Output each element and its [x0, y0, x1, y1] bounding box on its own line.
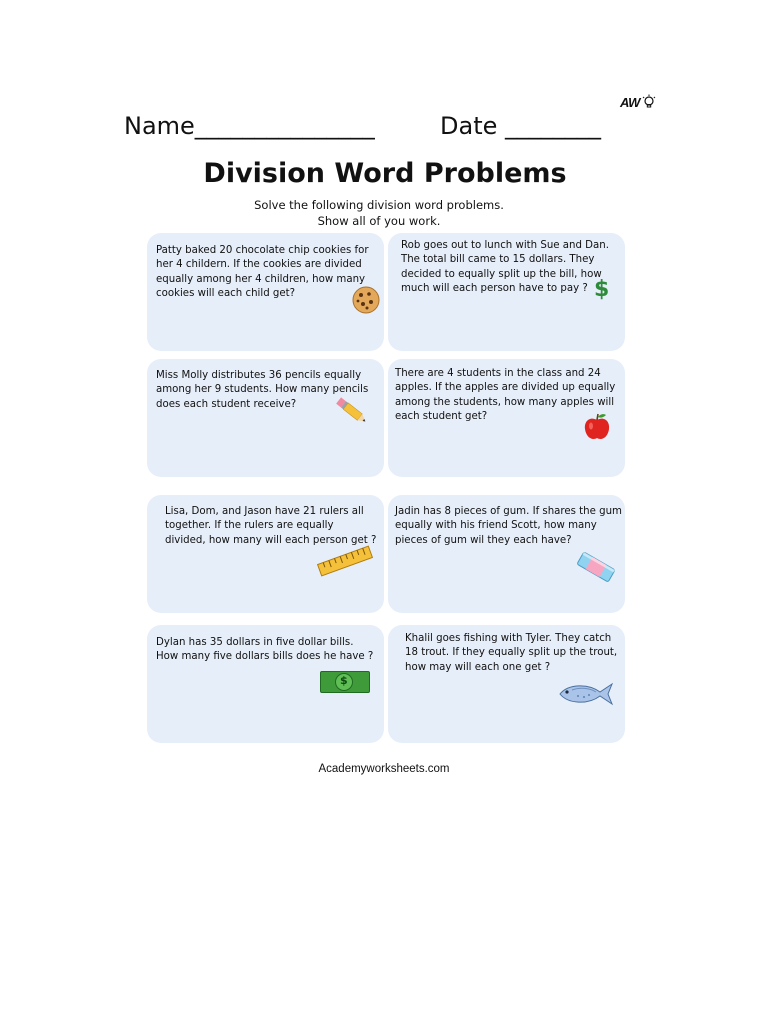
problem-text-6: Jadin has 8 pieces of gum. If shares the gum equally with his friend Scott, how many pieces of gum wil they each have? — [395, 506, 622, 546]
problem-text-8: Khalil goes fishing with Tyler. They catch 18 trout. If they equally split up the trout, how may will each one get ? — [405, 633, 618, 673]
problem-card-5 — [147, 495, 384, 613]
page-title: Division Word Problems — [203, 158, 567, 189]
problem-text-3: Miss Molly distributes 36 pencils equally among her 9 students. How many pencils does each student receive? — [156, 370, 369, 410]
apple-icon — [582, 411, 612, 443]
gum-icon — [574, 549, 618, 585]
pencil-icon — [333, 395, 371, 427]
name-date-line — [124, 112, 624, 140]
dollar-bill-icon — [320, 671, 370, 693]
academy-worksheets-logo — [620, 94, 657, 110]
problem-card-7 — [147, 625, 384, 743]
problem-card-3 — [147, 359, 384, 477]
problem-text-2: Rob goes out to lunch with Sue and Dan. The total bill came to 15 dollars. They decided to equally split up the bill, how much will each person have to pay ? — [401, 240, 609, 295]
problem-card-2 — [388, 233, 625, 351]
ruler-icon — [315, 543, 375, 579]
instruction-line-1: Solve the following division word problems. — [254, 198, 504, 212]
fish-icon — [558, 679, 616, 709]
problem-text-1: Patty baked 20 chocolate chip cookies for her 4 childern. If the cookies are divided equally among her 4 children, how many cookies will each child get? — [156, 245, 369, 300]
footer-website: Academyworksheets.com — [318, 763, 450, 775]
lightbulb-icon — [641, 94, 657, 110]
problem-text-7: Dylan has 35 dollars in five dollar bills. How many five dollars bills does he have ? — [156, 637, 374, 663]
problem-text-5: Lisa, Dom, and Jason have 21 rulers all together. If the rulers are equally divided, how many will each person get ? — [165, 506, 377, 546]
problem-text-4: There are 4 students in the class and 24 apples. If the apples are divided up equally among the students, how many apples will each student get? — [395, 368, 616, 423]
dollar-sign-icon: $ — [594, 277, 610, 302]
name-field[interactable]: Name_______________ — [124, 112, 375, 140]
cookie-icon — [351, 285, 381, 315]
problem-card-4 — [388, 359, 625, 477]
logo-text: AW — [620, 94, 640, 110]
instruction-line-2: Show all of you work. — [317, 214, 441, 228]
problem-card-6 — [388, 495, 625, 613]
date-field[interactable]: Date ________ — [440, 112, 601, 140]
dollar-bill-symbol: $ — [340, 674, 348, 687]
problem-card-1 — [147, 233, 384, 351]
problem-card-8 — [388, 625, 625, 743]
